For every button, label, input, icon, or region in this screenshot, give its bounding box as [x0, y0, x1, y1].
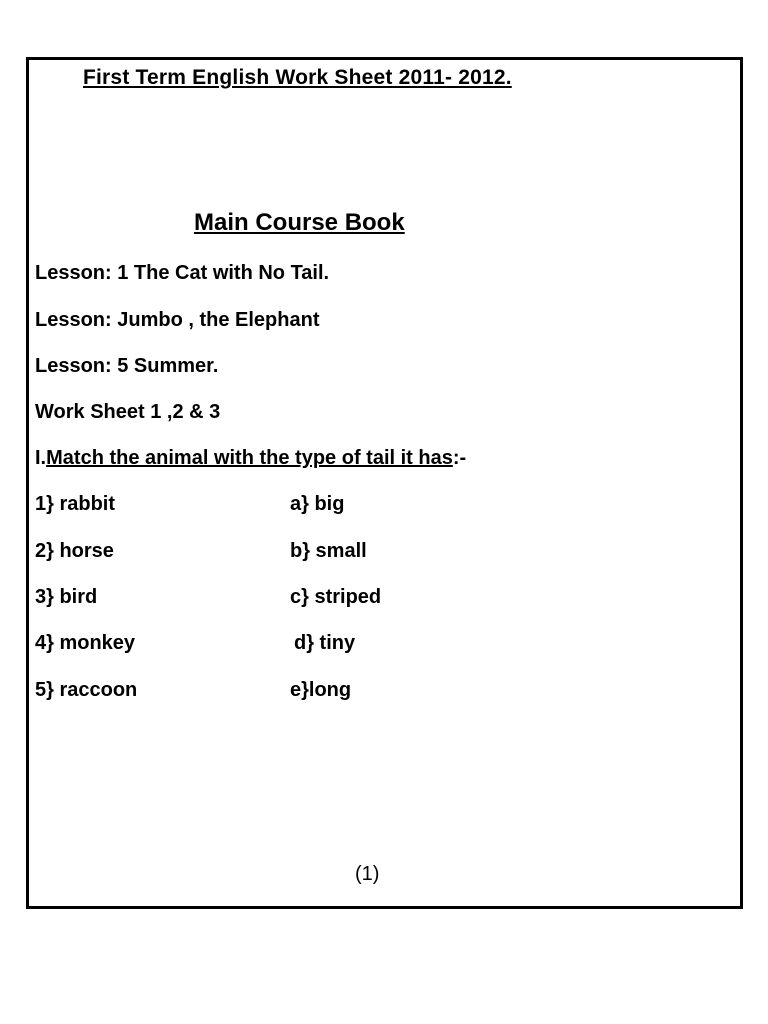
exercise-suffix: :- [452, 447, 467, 469]
tail-item-c: c} striped [290, 586, 382, 608]
lesson-line-3: Lesson: 5 Summer. [35, 355, 219, 377]
exercise-prefix: I. [35, 447, 47, 469]
animal-item-3: 3} bird [35, 586, 98, 608]
animal-item-2: 2} horse [35, 540, 114, 562]
lesson-line-1: Lesson: 1 The Cat with No Tail. [35, 262, 330, 284]
document-title: First Term English Work Sheet 2011- 2012. [83, 66, 512, 89]
tail-item-a: a} big [290, 493, 345, 515]
animal-item-5: 5} raccoon [35, 679, 138, 701]
animal-item-1: 1} rabbit [35, 493, 116, 515]
worksheet-page [26, 57, 743, 909]
animal-item-4: 4} monkey [35, 632, 136, 654]
lesson-line-2: Lesson: Jumbo , the Elephant [35, 309, 320, 331]
tail-item-b: b} small [290, 540, 367, 562]
tail-item-d: d} tiny [294, 632, 356, 654]
exercise-instruction [35, 447, 466, 470]
exercise-instruction-text: Match the animal with the type of tail it has [46, 447, 453, 469]
section-heading: Main Course Book [194, 209, 405, 236]
tail-item-e: e}long [290, 679, 352, 701]
page-number: (1) [355, 863, 380, 885]
worksheet-line: Work Sheet 1 ,2 & 3 [35, 401, 221, 423]
